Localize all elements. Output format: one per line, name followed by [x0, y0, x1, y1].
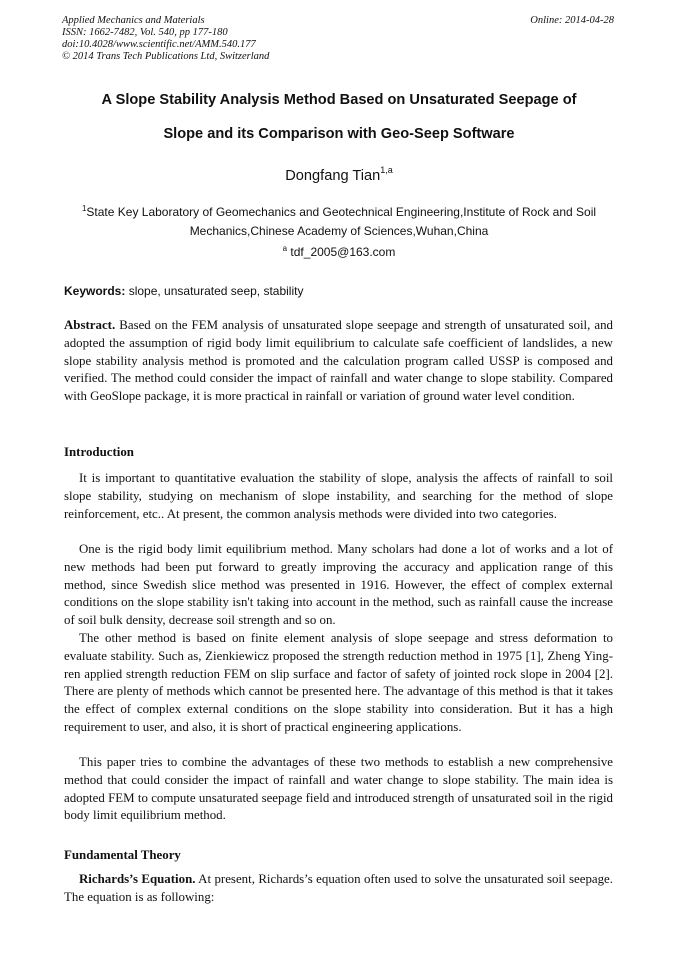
richards-paragraph [64, 871, 613, 907]
journal-name: Applied Mechanics and Materials [62, 15, 205, 26]
copyright-line: © 2014 Trans Tech Publications Ltd, Switzerland [62, 51, 270, 62]
author-name: Dongfang Tian [285, 168, 381, 184]
intro-paragraph-2: One is the rigid body limit equilibrium method. Many scholars had done a lot of works and a lot of new methods had been put forward to greatly improving the accuracy and application range of this method, since Swedish slice method was presented in 1916. However, the effect of complex external conditions on the slope stability isn't taking into account in the method, such as rainfall cause the increase of soil bulk density, decrease soil strength and so on. [64, 542, 613, 628]
intro-paragraph-1: It is important to quantitative evaluation the stability of slope, analysis the affects of rainfall to soil slope stability, studying on mechanism of slope instability, and searching for the method of slope reinforcement, etc.. At present, the common analysis methods were divided into two categories. [64, 471, 613, 521]
paper-title-line-1: A Slope Stability Analysis Method Based on Unsaturated Seepage of [101, 92, 577, 108]
email-line [0, 245, 678, 259]
affiliation [62, 203, 616, 241]
doi-line: doi:10.4028/www.scientific.net/AMM.540.177 [62, 39, 256, 50]
richards-label: Richards’s Equation. [79, 872, 196, 886]
keywords [64, 284, 303, 298]
affiliation-text: State Key Laboratory of Geomechanics and Geotechnical Engineering,Institute of Rock and Soil Mechanics,Chinese Academy of Sciences,Wuhan,China [86, 205, 597, 238]
email-address: tdf_2005@163.com [287, 245, 396, 259]
keywords-text: slope, unsaturated seep, stability [125, 284, 304, 298]
email-superscript: a [282, 244, 288, 253]
abstract-text: Based on the FEM analysis of unsaturated slope seepage and strength of unsaturated soil, and adopted the assumption of rigid body limit equilibrium to calculate safe coefficient of landslides, a new slope stability analysis method is promoted and the calculation program called USSP is composed and verified. The method could consider the impact of rainfall and water change to slope stability. Compared with GeoSlope package, it is more practical in rainfall or variation of ground water level condition. [64, 318, 613, 404]
author-superscript: 1,a [380, 165, 393, 175]
affiliation-superscript: 1 [81, 204, 87, 213]
section-heading-introduction: Introduction [64, 445, 134, 459]
richards-text: At present, Richards’s equation often used to solve the unsaturated soil seepage. The equation is as following: [64, 872, 613, 904]
issn-line: ISSN: 1662-7482, Vol. 540, pp 177-180 [62, 27, 228, 38]
keywords-label: Keywords: [64, 284, 126, 298]
page-header [62, 15, 614, 63]
abstract [64, 317, 613, 406]
intro-paragraph-4: This paper tries to combine the advantages of these two methods to establish a new comprehensive method that could consider the impact of rainfall and water change to slope stability. The main idea is adopted FEM to compute unsaturated seepage field and introduced strength of unsaturated soil in the rigid body limit equilibrium method. [64, 755, 613, 823]
section-heading-fundamental-theory: Fundamental Theory [64, 848, 181, 862]
abstract-label: Abstract. [64, 318, 116, 332]
author-line [0, 165, 678, 184]
paper-title-line-2: Slope and its Comparison with Geo-Seep Software [163, 126, 515, 142]
intro-paragraph-3: The other method is based on finite element analysis of slope seepage and stress deformation to evaluate stability. Such as, Zienkiewicz proposed the strength reduction method in 1975 [1], Zheng Ying-ren applied strength reduction FEM on slip surface and factor of safety of jointed rock slope in 2004 [2]. There are plenty of methods which cannot be presented here. The advantage of this method is that it takes the effect of complex external conditions on the slope stability into consideration. But it has a high requirement to user, and also, it is short of practical engineering applications. [64, 631, 613, 734]
online-date: Online: 2014-04-28 [530, 15, 614, 26]
